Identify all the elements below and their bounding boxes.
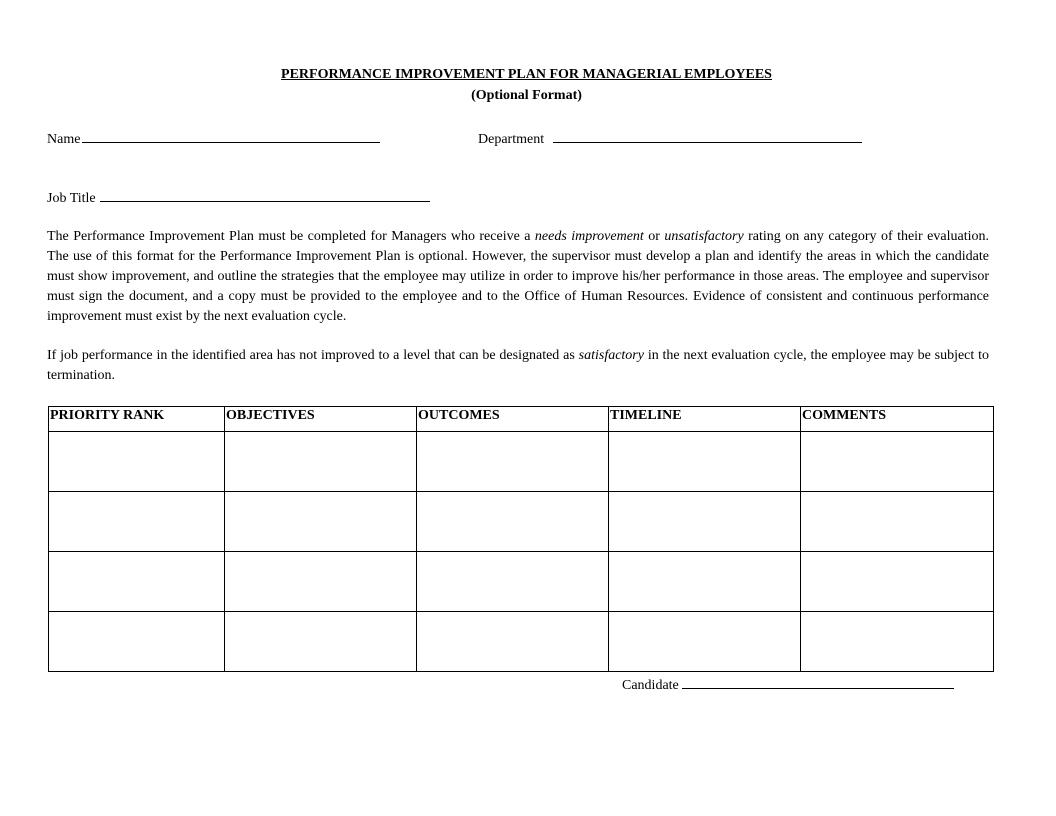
header-objectives: OBJECTIVES bbox=[225, 407, 417, 432]
table-row bbox=[49, 432, 994, 492]
header-outcomes: OUTCOMES bbox=[417, 407, 609, 432]
table-cell[interactable] bbox=[49, 552, 225, 612]
table-cell[interactable] bbox=[417, 552, 609, 612]
table-cell[interactable] bbox=[225, 432, 417, 492]
name-field bbox=[47, 129, 380, 148]
table-cell[interactable] bbox=[609, 432, 801, 492]
table-cell[interactable] bbox=[609, 492, 801, 552]
instructions-text-3: rating on any category of their evaluation. The use of this format for the Performance Improvement Plan is optional. However, the supervisor must develop a plan and identify the areas in which the candidate must show improvement, and outline the strategies that the employee may utilize in order to improve his/her performance in those areas. The employee and supervisor must sign the document, and a copy must be provided to the employee and to the Office of Human Resources. Evidence of consistent and continuous performance improvement must exist by the next evaluation cycle. bbox=[47, 229, 989, 324]
termination-paragraph bbox=[47, 346, 989, 386]
table-cell[interactable] bbox=[417, 432, 609, 492]
table-cell[interactable] bbox=[801, 432, 994, 492]
table-cell[interactable] bbox=[801, 612, 994, 672]
table-cell[interactable] bbox=[49, 492, 225, 552]
table-row bbox=[49, 612, 994, 672]
candidate-label: Candidate bbox=[622, 678, 679, 693]
table-row bbox=[49, 492, 994, 552]
department-field bbox=[478, 129, 862, 148]
instructions-paragraph bbox=[47, 227, 989, 327]
instructions-text-2: or bbox=[643, 229, 665, 244]
candidate-signature-field bbox=[622, 675, 954, 694]
department-blank-line[interactable] bbox=[553, 129, 862, 143]
header-priority-rank: PRIORITY RANK bbox=[49, 407, 225, 432]
needs-improvement-term: needs improvement bbox=[534, 229, 644, 244]
department-label: Department bbox=[478, 132, 545, 147]
name-label: Name bbox=[47, 132, 81, 147]
instructions-text-1: The Performance Improvement Plan must be completed for Managers who receive a bbox=[47, 229, 535, 244]
table-cell[interactable] bbox=[49, 612, 225, 672]
table-cell[interactable] bbox=[417, 492, 609, 552]
table-cell[interactable] bbox=[225, 492, 417, 552]
table-header-row bbox=[49, 407, 994, 432]
table-cell[interactable] bbox=[417, 612, 609, 672]
job-title-label: Job Title bbox=[47, 191, 96, 206]
document-title bbox=[0, 67, 1053, 83]
table-cell[interactable] bbox=[225, 552, 417, 612]
table-cell[interactable] bbox=[225, 612, 417, 672]
header-timeline: TIMELINE bbox=[609, 407, 801, 432]
name-blank-line[interactable] bbox=[82, 129, 380, 143]
table-cell[interactable] bbox=[49, 432, 225, 492]
table-cell[interactable] bbox=[801, 552, 994, 612]
job-title-field bbox=[47, 188, 430, 207]
improvement-plan-table bbox=[48, 406, 994, 672]
table-cell[interactable] bbox=[801, 492, 994, 552]
termination-text-2: in the next evaluation cycle, the employee may be subject to termination. bbox=[47, 348, 990, 383]
document-title-text: PERFORMANCE IMPROVEMENT PLAN FOR MANAGERIAL EMPLOYEES bbox=[281, 67, 772, 82]
satisfactory-term: satisfactory bbox=[578, 348, 644, 363]
table-cell[interactable] bbox=[609, 552, 801, 612]
table-row bbox=[49, 552, 994, 612]
termination-text-1: If job performance in the identified area has not improved to a level that can be designated as bbox=[47, 348, 579, 363]
job-title-blank-line[interactable] bbox=[100, 188, 430, 202]
candidate-blank-line[interactable] bbox=[682, 675, 954, 689]
unsatisfactory-term: unsatisfactory bbox=[664, 229, 744, 244]
table-cell[interactable] bbox=[609, 612, 801, 672]
header-comments: COMMENTS bbox=[801, 407, 994, 432]
document-subtitle: (Optional Format) bbox=[471, 88, 582, 103]
